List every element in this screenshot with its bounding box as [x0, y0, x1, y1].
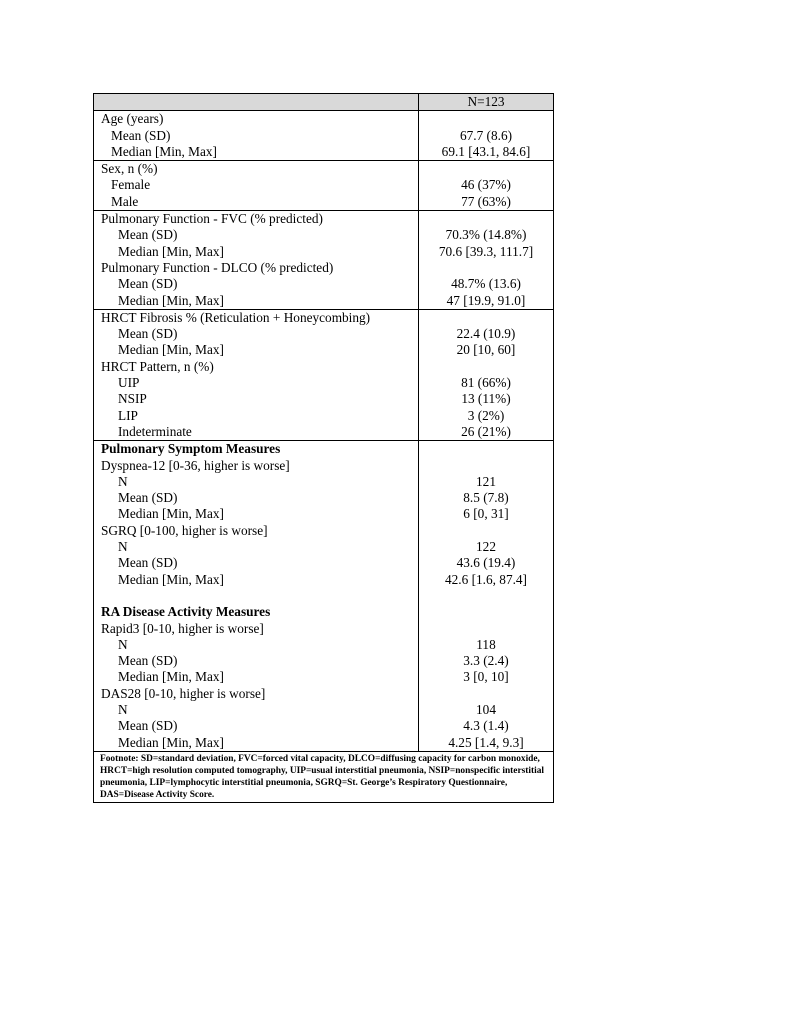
row-value: 3 (2%) [419, 408, 554, 424]
row-label: Male [94, 194, 419, 211]
row-label: N [94, 702, 419, 718]
table-row [94, 276, 554, 292]
row-label: Mean (SD) [94, 555, 419, 571]
row-value [419, 686, 554, 702]
table-row [94, 474, 554, 490]
row-value: 3 [0, 10] [419, 669, 554, 685]
row-value [419, 458, 554, 474]
row-label: Sex, n (%) [94, 161, 419, 178]
row-value [419, 309, 554, 326]
table-row [94, 523, 554, 539]
row-label: Median [Min, Max] [94, 342, 419, 358]
row-label: Median [Min, Max] [94, 293, 419, 310]
row-value: 43.6 (19.4) [419, 555, 554, 571]
row-label: Mean (SD) [94, 490, 419, 506]
row-value: 70.3% (14.8%) [419, 227, 554, 243]
row-label: Mean (SD) [94, 718, 419, 734]
row-label: HRCT Fibrosis % (Reticulation + Honeycombing) [94, 309, 419, 326]
table-row [94, 128, 554, 144]
row-label: Pulmonary Function - FVC (% predicted) [94, 211, 419, 228]
table-row [94, 588, 554, 604]
row-value [419, 111, 554, 128]
table-row [94, 702, 554, 718]
row-value: 48.7% (13.6) [419, 276, 554, 292]
row-label: Dyspnea-12 [0-36, higher is worse] [94, 458, 419, 474]
row-value: 77 (63%) [419, 194, 554, 211]
row-label: HRCT Pattern, n (%) [94, 359, 419, 375]
row-label: Rapid3 [0-10, higher is worse] [94, 621, 419, 637]
row-value: 70.6 [39.3, 111.7] [419, 244, 554, 260]
row-label: LIP [94, 408, 419, 424]
row-label: UIP [94, 375, 419, 391]
row-value [419, 211, 554, 228]
row-value [419, 621, 554, 637]
row-value [419, 523, 554, 539]
table-row [94, 686, 554, 702]
row-label: RA Disease Activity Measures [94, 604, 419, 620]
row-value: 8.5 (7.8) [419, 490, 554, 506]
row-value: 67.7 (8.6) [419, 128, 554, 144]
table-row [94, 555, 554, 571]
table-row [94, 718, 554, 734]
row-label: N [94, 474, 419, 490]
table-row [94, 375, 554, 391]
table-row [94, 506, 554, 522]
table-row [94, 177, 554, 193]
table-row [94, 735, 554, 752]
row-value: 26 (21%) [419, 424, 554, 441]
row-value: 42.6 [1.6, 87.4] [419, 572, 554, 588]
table-row [94, 111, 554, 128]
row-value: 20 [10, 60] [419, 342, 554, 358]
row-label [94, 588, 419, 604]
table-body [94, 111, 554, 752]
header-row [94, 94, 554, 111]
row-label: DAS28 [0-10, higher is worse] [94, 686, 419, 702]
row-value: 118 [419, 637, 554, 653]
row-label: Indeterminate [94, 424, 419, 441]
row-value [419, 604, 554, 620]
row-label: Mean (SD) [94, 276, 419, 292]
table-row [94, 293, 554, 310]
row-label: Mean (SD) [94, 326, 419, 342]
row-value: 4.3 (1.4) [419, 718, 554, 734]
table-row [94, 227, 554, 243]
row-value: 3.3 (2.4) [419, 653, 554, 669]
row-value: 47 [19.9, 91.0] [419, 293, 554, 310]
table-row [94, 359, 554, 375]
row-value: 104 [419, 702, 554, 718]
row-value [419, 441, 554, 458]
table-row [94, 391, 554, 407]
table-row [94, 144, 554, 161]
table-row [94, 260, 554, 276]
row-value: 121 [419, 474, 554, 490]
row-label: Median [Min, Max] [94, 572, 419, 588]
row-value: 4.25 [1.4, 9.3] [419, 735, 554, 752]
row-label: N [94, 637, 419, 653]
header-label-cell [94, 94, 419, 111]
row-value [419, 588, 554, 604]
row-value: 69.1 [43.1, 84.6] [419, 144, 554, 161]
row-label: SGRQ [0-100, higher is worse] [94, 523, 419, 539]
table-row [94, 244, 554, 260]
row-label: Mean (SD) [94, 653, 419, 669]
table-row [94, 211, 554, 228]
patient-characteristics-table [93, 93, 554, 803]
table-row [94, 621, 554, 637]
row-value: 122 [419, 539, 554, 555]
table-row [94, 604, 554, 620]
row-value [419, 260, 554, 276]
table-row [94, 441, 554, 458]
table-row [94, 490, 554, 506]
table-row [94, 424, 554, 441]
table-row [94, 458, 554, 474]
row-label: Pulmonary Symptom Measures [94, 441, 419, 458]
table-row [94, 326, 554, 342]
table-row [94, 408, 554, 424]
row-label: Median [Min, Max] [94, 735, 419, 752]
row-label: Median [Min, Max] [94, 144, 419, 161]
table-row [94, 161, 554, 178]
row-label: Mean (SD) [94, 227, 419, 243]
row-value [419, 161, 554, 178]
row-value [419, 359, 554, 375]
table-row [94, 637, 554, 653]
row-label: Median [Min, Max] [94, 244, 419, 260]
table-row [94, 653, 554, 669]
row-label: Mean (SD) [94, 128, 419, 144]
row-label: Median [Min, Max] [94, 669, 419, 685]
row-value: 6 [0, 31] [419, 506, 554, 522]
row-value: 81 (66%) [419, 375, 554, 391]
footnote-row [94, 751, 554, 802]
table-row [94, 539, 554, 555]
header-n-cell: N=123 [419, 94, 554, 111]
row-label: NSIP [94, 391, 419, 407]
row-label: N [94, 539, 419, 555]
row-value: 22.4 (10.9) [419, 326, 554, 342]
row-value: 13 (11%) [419, 391, 554, 407]
row-label: Median [Min, Max] [94, 506, 419, 522]
table-row [94, 572, 554, 588]
footnote: Footnote: SD=standard deviation, FVC=forced vital capacity, DLCO=diffusing capacity for carbon monoxide, HRCT=high resolution computed tomography, UIP=usual interstitial pneumonia, NSIP=nonspecific interstitial pneumonia, LIP=lymphocytic interstitial pneumonia, SGRQ=St. George’s Respiratory Questionnaire, DAS=Disease Activity Score. [94, 751, 554, 802]
table-row [94, 309, 554, 326]
table-row [94, 194, 554, 211]
row-label: Age (years) [94, 111, 419, 128]
row-value: 46 (37%) [419, 177, 554, 193]
table-row [94, 342, 554, 358]
row-label: Female [94, 177, 419, 193]
table-row [94, 669, 554, 685]
row-label: Pulmonary Function - DLCO (% predicted) [94, 260, 419, 276]
